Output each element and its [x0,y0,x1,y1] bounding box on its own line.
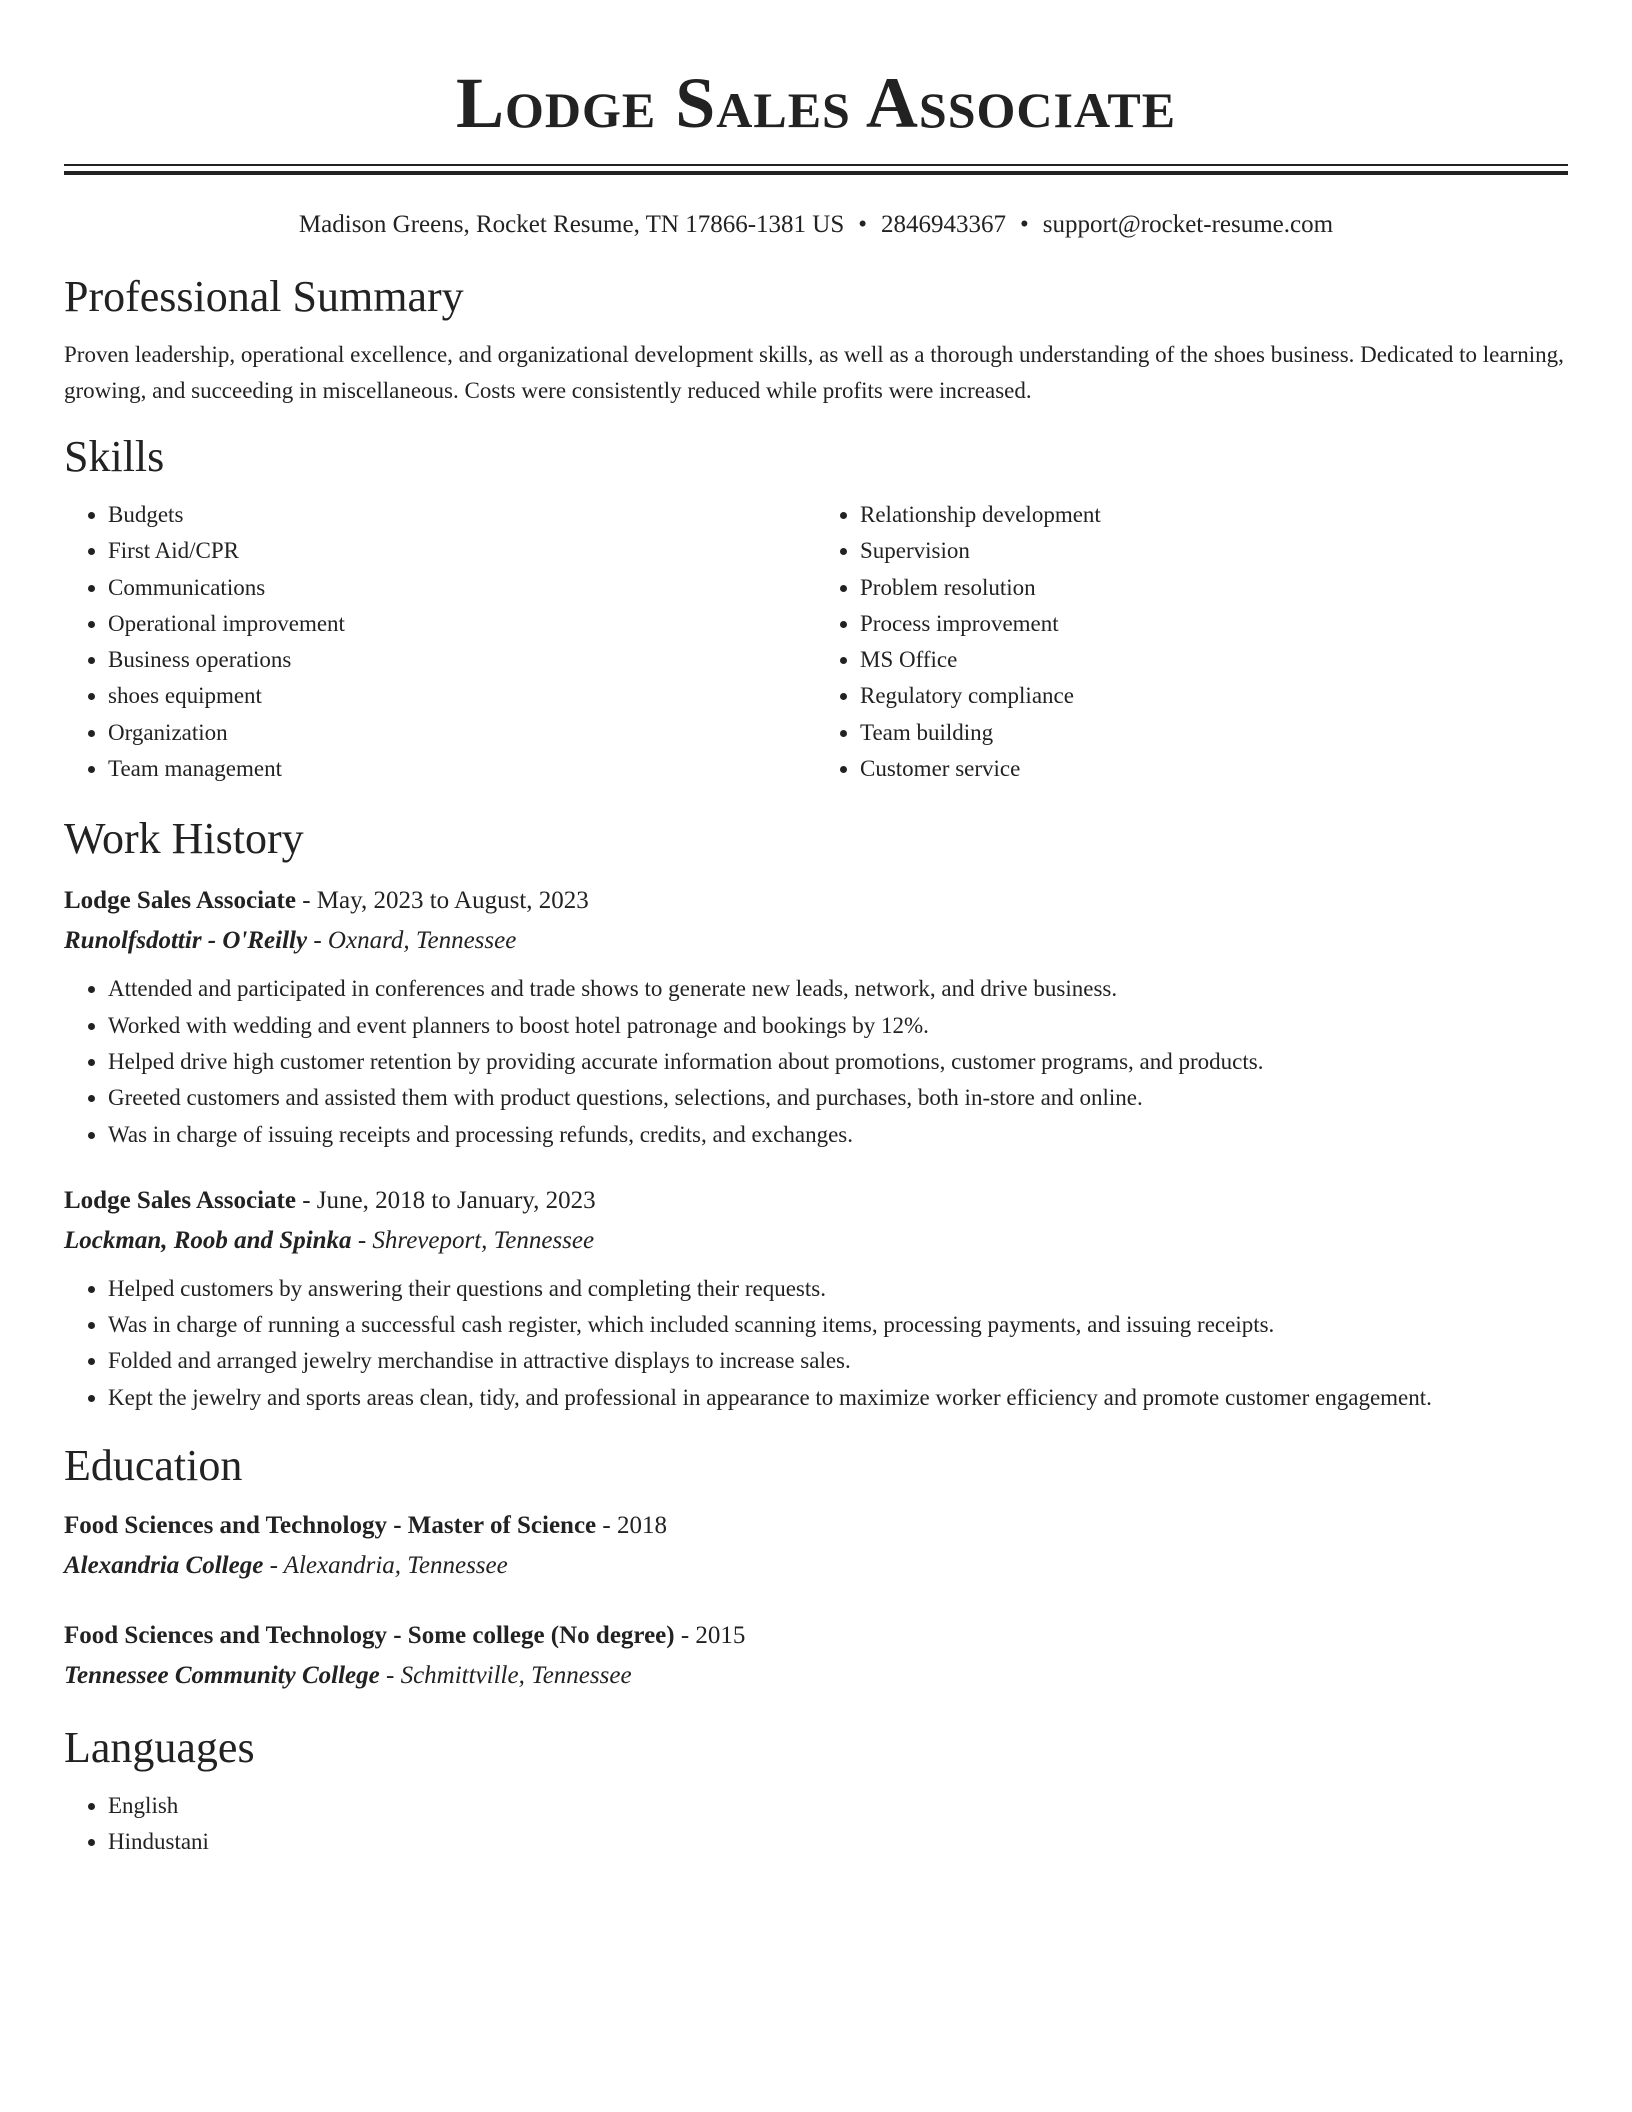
job-duties [64,1271,1568,1416]
job-duty: • Was in charge of issuing receipts and processing refunds, credits, and exchanges. [108,1117,1568,1153]
skill-item: • Communications [108,570,816,606]
education-year: - 2015 [674,1622,746,1650]
job-title: Lodge Sales Associate [64,887,296,915]
job-company: Lockman, Roob and Spinka [64,1226,352,1254]
contact-line [64,207,1568,243]
skills-list-left [64,497,816,787]
title-divider-thick [64,171,1568,175]
skill-item: • Regulatory compliance [860,678,1568,714]
skill-item: • Relationship development [860,497,1568,533]
skill-item: • Team building [860,715,1568,751]
education-location: - Alexandria, Tennessee [263,1552,508,1580]
job-location: - Oxnard, Tennessee [307,927,517,955]
title-divider-thin [64,164,1568,166]
summary-heading: Professional Summary [64,272,464,321]
skill-item: • Supervision [860,533,1568,569]
job-duty: • Kept the jewelry and sports areas clean, tidy, and professional in appearance to maximize worker efficiency and promote customer engagement. [108,1380,1568,1416]
contact-phone: 2846943367 [881,211,1006,238]
education-school: Tennessee Community College [64,1662,380,1690]
skill-item: • Process improvement [860,606,1568,642]
resume-title: Lodge Sales Associate [455,63,1177,143]
skill-item: • Team management [108,751,816,787]
job-heading [64,881,1568,921]
job-duty: • Helped drive high customer retention by providing accurate information about promotions, customer programs, and products. [108,1044,1568,1080]
skill-item: • Budgets [108,497,816,533]
job-entry [64,881,1568,1152]
job-dates: - June, 2018 to January, 2023 [295,1186,596,1214]
education-entry [64,1616,1568,1696]
job-duty: • Worked with wedding and event planners to boost hotel patronage and bookings by 12%. [108,1008,1568,1044]
job-employer [64,921,1568,961]
education-school-line [64,1656,1568,1696]
education-degree-line [64,1506,1568,1546]
skills-list-right [816,497,1568,787]
skill-item: • Business operations [108,642,816,678]
job-company: Runolfsdottir - O'Reilly [64,927,308,955]
job-heading [64,1181,1568,1221]
contact-address: Madison Greens, Rocket Resume, TN 17866-1381 US [298,211,845,238]
skills-grid [64,497,1568,787]
job-location: - Shreveport, Tennessee [351,1226,595,1254]
job-duty: • Attended and participated in conferences and trade shows to generate new leads, network, and drive business. [108,971,1568,1007]
job-title: Lodge Sales Associate [64,1186,296,1214]
job-employer [64,1221,1568,1261]
education-year: - 2018 [596,1512,667,1540]
languages-heading: Languages [64,1723,255,1773]
skill-item: • Problem resolution [860,570,1568,606]
education-entry [64,1506,1568,1586]
job-duty: • Was in charge of running a successful cash register, which included scanning items, processing payments, and issuing receipts. [108,1307,1568,1343]
job-duty: • Folded and arranged jewelry merchandise in attractive displays to increase sales. [108,1343,1568,1379]
language-item: • Hindustani [108,1824,1568,1860]
education-school-line [64,1546,1568,1586]
skill-item: • Operational improvement [108,606,816,642]
work-history-heading: Work History [64,814,304,864]
education-degree: Food Sciences and Technology - Some college (No degree) [64,1622,675,1650]
education-degree-line [64,1616,1568,1656]
skills-heading: Skills [64,432,165,481]
skill-item: • MS Office [860,642,1568,678]
job-dates: - May, 2023 to August, 2023 [295,887,589,915]
skill-item: • shoes equipment [108,678,816,714]
skill-item: • Customer service [860,751,1568,787]
languages-list [64,1788,1568,1861]
education-location: - Schmittville, Tennessee [379,1662,632,1690]
language-item: • English [108,1788,1568,1824]
job-entry [64,1181,1568,1416]
job-duties [64,971,1568,1152]
summary-text: Proven leadership, operational excellence, and organizational development skills, as well as a thorough understanding of the shoes business. Dedicated to learning, growing, and succeeding in miscellaneous. Costs were consistently reduced while profits were increased. [64,342,1564,403]
education-school: Alexandria College [64,1552,264,1580]
job-duty: • Greeted customers and assisted them with product questions, selections, and purchases, both in-store and online. [108,1080,1568,1116]
skill-item: • Organization [108,715,816,751]
contact-separator: • [1020,211,1029,238]
education-degree: Food Sciences and Technology - Master of Science [64,1512,597,1540]
contact-separator: • [858,211,867,238]
job-duty: • Helped customers by answering their questions and completing their requests. [108,1271,1568,1307]
contact-email[interactable]: support@rocket-resume.com [1042,211,1334,238]
education-heading: Education [64,1441,243,1491]
skill-item: • First Aid/CPR [108,533,816,569]
